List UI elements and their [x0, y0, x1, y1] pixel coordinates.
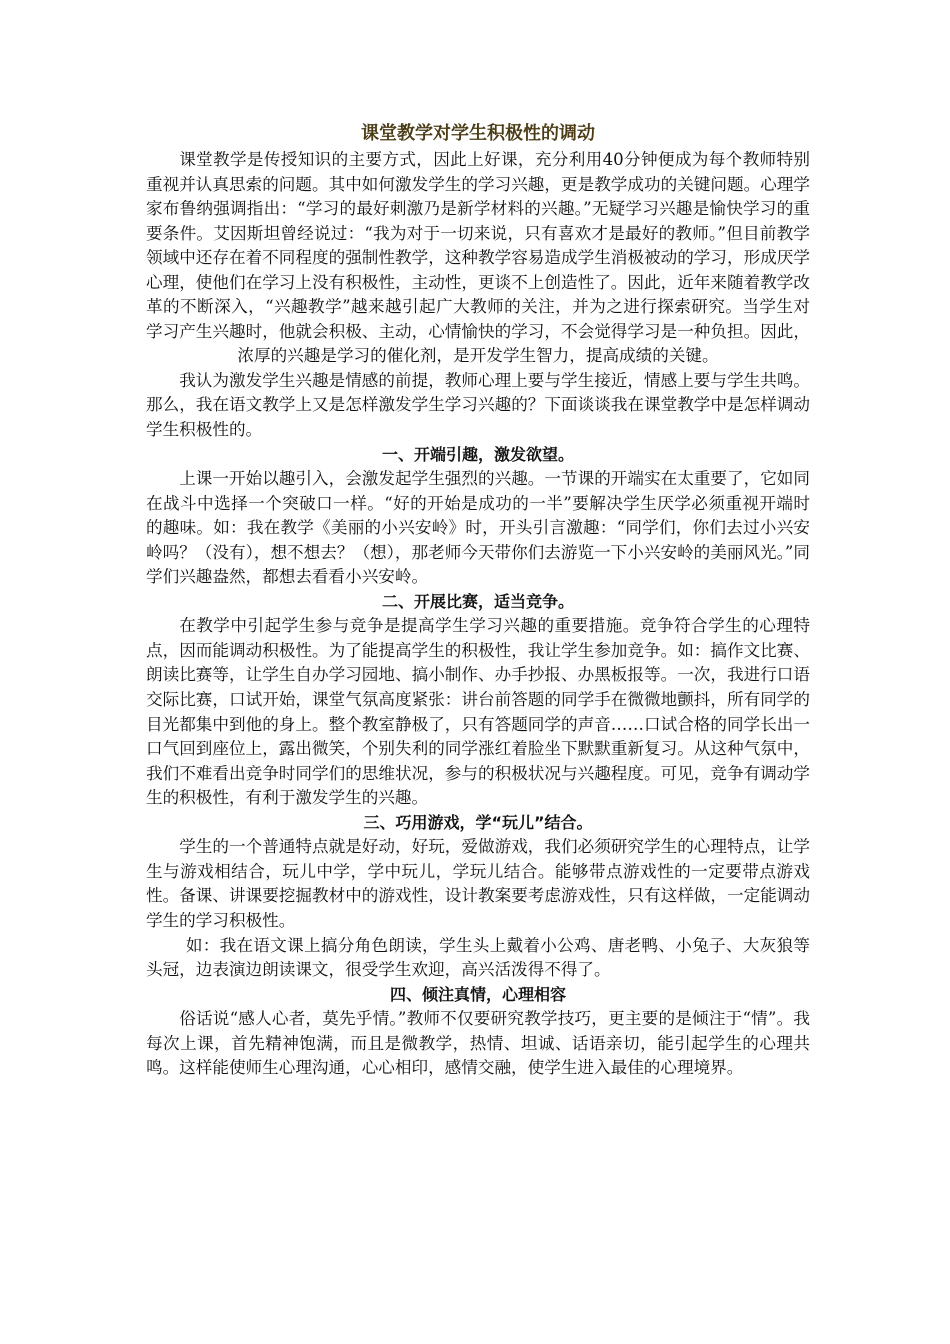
section-heading-4: 四、倾注真情，心理相容 [389, 984, 566, 1004]
intro-paragraph-2: 我认为激发学生兴趣是情感的前提，教师心理上要与学生接近，情感上要与学生共鸣。那么，我在语文教学上又是怎样激发学生学习兴趣的？下面谈谈我在课堂教学中是怎样调动学生积极性的。 [146, 370, 810, 440]
section-3-paragraph-1: 学生的一个普通特点就是好动，好玩，爱做游戏，我们必须研究学生的心理特点，让学生与游戏相结合，玩儿中学，学中玩儿，学玩儿结合。能够带点游戏性的一定要带点游戏性。备课、讲课要挖掘教材中的游戏性，设计教案要考虑游戏性，只有这样做，一定能调动学生的学习积极性。 [146, 837, 810, 930]
section-3-paragraph-2: 如：我在语文课上搞分角色朗读，学生头上戴着小公鸡、唐老鸭、小兔子、大灰狼等头冠，边表演边朗读课文，很受学生欢迎，高兴活泼得不得了。 [146, 935, 810, 980]
section-heading-1: 一、开端引趣，激发欲望。 [381, 444, 574, 464]
section-4-paragraph-1: 俗话说“感人心者，莫先乎情。”教师不仅要研究教学技巧，更主要的是倾注于“情”。我每次上课，首先精神饱满，而且是微教学，热情、坦诚、话语亲切，能引起学生的心理共鸣。这样能使师生心理沟通，心心相印，感情交融，使学生进入最佳的心理境界。 [146, 1009, 810, 1078]
section-heading-2: 二、开展比赛，适当竞争。 [381, 591, 574, 611]
intro-paragraph-1: 课堂教学是传授知识的主要方式，因此上好课，充分利用40分钟便成为每个教师特别重视并认真思索的问题。其中如何激发学生的学习兴趣，更是教学成功的关键问题。心理学家布鲁纳强调指出：“学习的最好刺激乃是新学材料的兴趣。”无疑学习兴趣是愉快学习的重要条件。艾因斯坦曾经说过：“我为对于一切来说，只有喜欢才是最好的教师。”但目前教学领域中还存在着不同程度的强制性教学，这种教学容易造成学生消极被动的学习，形成厌学心理，使他们在学习上没有积极性，主动性，更谈不上创造性了。因此，近年来随着教学改革的不断深入，“兴趣教学”越来越引起广大教师的关注，并为之进行探索研究。当学生对学习产生兴趣时，他就会积极、主动，心情愉快的学习，不会觉得学习是一种负担。因此，浓厚的兴趣是学习的催化剂，是开发学生智力，提高成绩的关键。 [146, 150, 810, 366]
document-page [146, 120, 810, 1081]
section-1-paragraph-1: 上课一开始以趣引入，会激发起学生强烈的兴趣。一节课的开端实在太重要了，它如同在战斗中选择一个突破口一样。“好的开始是成功的一半”要解决学生厌学必须重视开端时的趣味。如：我在教学《美丽的小兴安岭》时，开头引言激趣：“同学们，你们去过小兴安岭吗？（没有），想不想去？（想），那老师今天带你们去游览一下小兴安岭的美丽风光。”同学们兴趣盎然，都想去看看小兴安岭。 [146, 469, 810, 587]
section-2-paragraph-1: 在教学中引起学生参与竞争是提高学生学习兴趣的重要措施。竞争符合学生的心理特点，因而能调动积极性。为了能提高学生的积极性，我让学生参加竞争。如：搞作文比赛、朗读比赛等，让学生自办学习园地、搞小制作、办手抄报、办黑板报等。一次，我进行口语交际比赛，口试开始，课堂气氛高度紧张：讲台前答题的同学手在微微地颤抖，所有同学的目光都集中到他的身上。整个教室静极了，只有答题同学的声音……口试合格的同学长出一口气回到座位上，露出微笑，个别失利的同学涨红着脸坐下默默重新复习。从这种气氛中，我们不难看出竞争时同学们的思维状况，参与的积极状况与兴趣程度。可见，竞争有调动学生的积极性，有利于激发学生的兴趣。 [146, 616, 810, 808]
document-title: 课堂教学对学生积极性的调动 [361, 123, 595, 144]
section-heading-3: 三、巧用游戏，学“玩儿”结合。 [363, 812, 593, 832]
